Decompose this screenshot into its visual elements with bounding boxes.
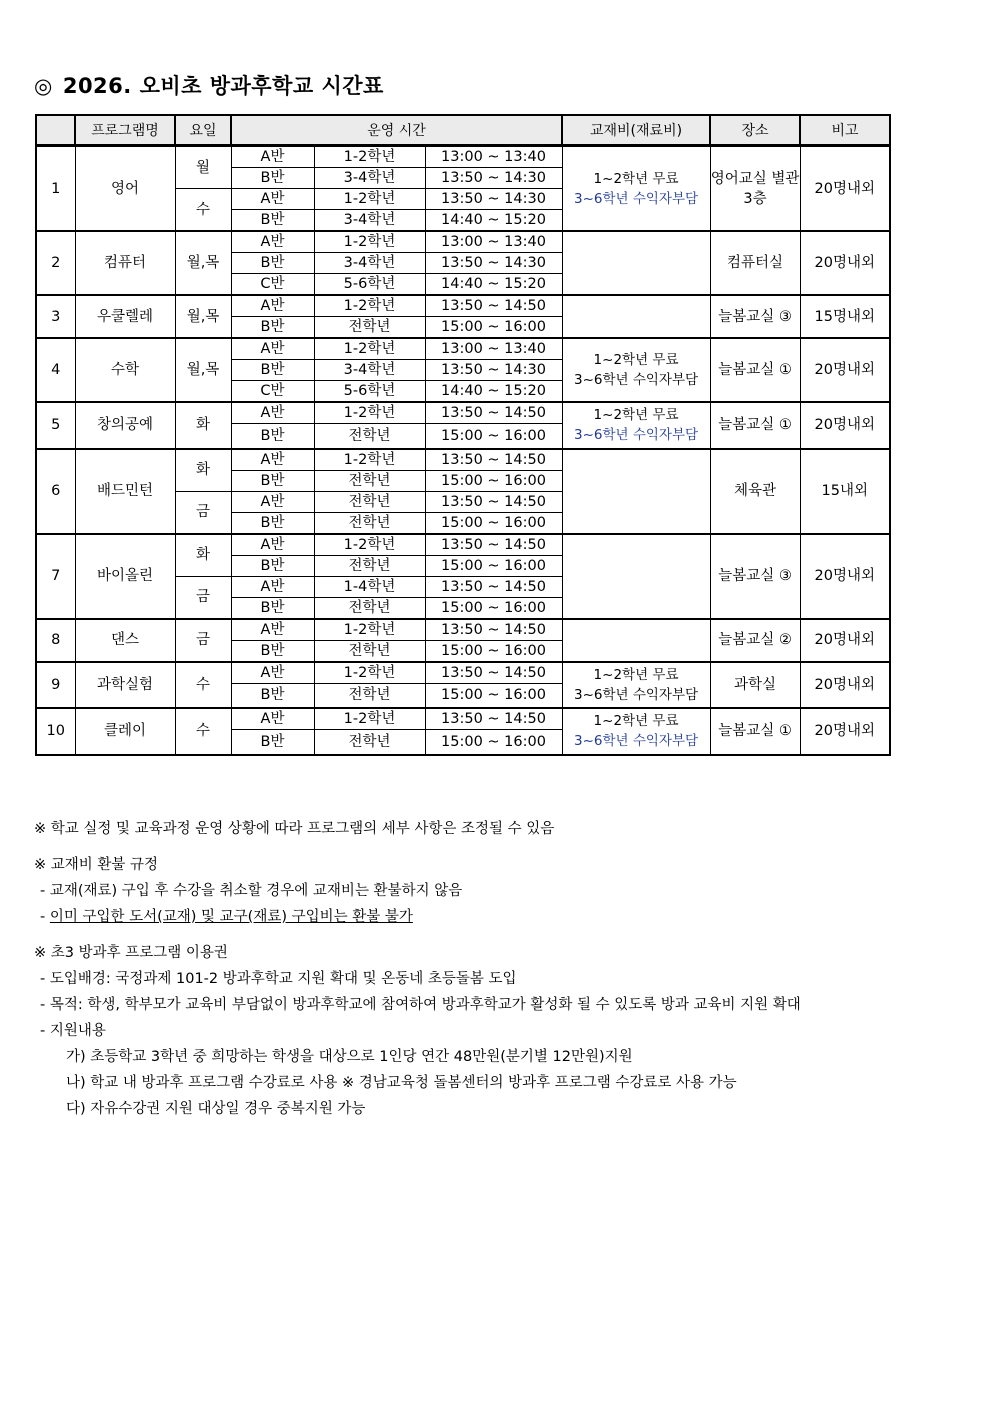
class-time: 15:00 ~ 16:00 (425, 730, 562, 755)
class-time: 13:00 ~ 13:40 (425, 146, 562, 168)
program-name: 컴퓨터 (75, 231, 175, 295)
note-voucher-title: ※ 초3 방과후 프로그램 이용권 (34, 945, 228, 961)
program-note: 20명내외 (800, 534, 890, 619)
class-time: 13:50 ~ 14:50 (425, 534, 562, 556)
cost-paid: 3~6학년 수익자부담 (573, 686, 699, 703)
program-group (36, 708, 890, 755)
class-name: B반 (231, 555, 314, 576)
header-program: 프로그램명 (75, 115, 175, 146)
table-row (36, 338, 890, 360)
program-note: 20명내외 (800, 619, 890, 662)
class-time: 13:50 ~ 14:30 (425, 360, 562, 381)
program-name: 수학 (75, 338, 175, 402)
class-name: A반 (231, 708, 314, 730)
table-row (36, 662, 890, 684)
cost-free: 1~2학년 무료 (593, 666, 679, 683)
program-cost (562, 708, 710, 755)
class-name: B반 (231, 683, 314, 708)
class-time: 13:50 ~ 14:50 (425, 449, 562, 471)
program-group (36, 662, 890, 709)
class-grade: 전학년 (314, 640, 425, 662)
table-row (36, 231, 890, 253)
class-time: 15:00 ~ 16:00 (425, 555, 562, 576)
program-name: 바이올린 (75, 534, 175, 619)
class-name: A반 (231, 231, 314, 253)
class-name: A반 (231, 662, 314, 684)
program-day: 화 (175, 534, 231, 577)
program-day: 수 (175, 662, 231, 709)
note-voucher-content: - 지원내용 (40, 1023, 106, 1039)
cost-paid: 3~6학년 수익자부담 (573, 372, 699, 388)
program-note: 20명내외 (800, 708, 890, 755)
class-time: 13:50 ~ 14:50 (425, 662, 562, 684)
class-name: C반 (231, 381, 314, 403)
title-text: 2026. 오비초 방과후학교 시간표 (62, 74, 384, 98)
class-name: B반 (231, 253, 314, 274)
program-cost (562, 146, 710, 232)
program-place: 늘봄교실 ③ (710, 295, 800, 338)
program-note: 20명내외 (800, 231, 890, 295)
program-group (36, 338, 890, 402)
program-name: 과학실험 (75, 662, 175, 709)
program-group (36, 534, 890, 619)
table-row (36, 534, 890, 556)
class-grade: 5-6학년 (314, 274, 425, 296)
program-day: 월 (175, 146, 231, 189)
class-time: 13:00 ~ 13:40 (425, 231, 562, 253)
program-number: 1 (36, 146, 75, 232)
class-time: 13:50 ~ 14:50 (425, 619, 562, 641)
program-group (36, 619, 890, 662)
program-note: 15명내외 (800, 295, 890, 338)
program-place: 과학실 (710, 662, 800, 709)
schedule-table (35, 114, 891, 756)
class-name: A반 (231, 449, 314, 471)
table-row (36, 402, 890, 424)
class-time: 13:50 ~ 14:50 (425, 491, 562, 512)
note-item-c: 다) 자유수강권 지원 대상일 경우 중복지원 가능 (66, 1101, 366, 1117)
class-grade: 전학년 (314, 730, 425, 755)
class-grade: 1-2학년 (314, 402, 425, 424)
program-number: 4 (36, 338, 75, 402)
program-place: 늘봄교실 ① (710, 708, 800, 755)
table-row (36, 295, 890, 317)
class-time: 14:40 ~ 15:20 (425, 381, 562, 403)
program-place: 늘봄교실 ③ (710, 534, 800, 619)
class-grade: 전학년 (314, 512, 425, 534)
notes-section (34, 816, 934, 1122)
class-grade: 1-2학년 (314, 295, 425, 317)
program-cost (562, 449, 710, 534)
class-name: B반 (231, 168, 314, 189)
program-cost (562, 402, 710, 449)
class-time: 15:00 ~ 16:00 (425, 640, 562, 662)
class-grade: 1-2학년 (314, 449, 425, 471)
cost-free: 1~2학년 무료 (593, 407, 679, 424)
class-grade: 1-4학년 (314, 576, 425, 597)
class-name: C반 (231, 274, 314, 296)
class-name: B반 (231, 512, 314, 534)
class-time: 13:50 ~ 14:30 (425, 253, 562, 274)
program-number: 5 (36, 402, 75, 449)
class-name: A반 (231, 619, 314, 641)
program-cost (562, 662, 710, 709)
program-cost (562, 295, 710, 338)
cost-paid: 3~6학년 수익자부담 (573, 190, 699, 207)
class-time: 13:50 ~ 14:50 (425, 295, 562, 317)
cost-free: 1~2학년 무료 (593, 713, 679, 730)
program-group (36, 146, 890, 232)
class-name: B반 (231, 360, 314, 381)
class-grade: 3-4학년 (314, 360, 425, 381)
class-time: 13:50 ~ 14:50 (425, 402, 562, 424)
note-voucher-purpose: - 목적: 학생, 학부모가 교육비 부담없이 방과후학교에 참여하여 방과후학교가 활성화 될 수 있도록 방과 교육비 지원 확대 (40, 997, 801, 1013)
class-time: 13:50 ~ 14:50 (425, 708, 562, 730)
program-day: 화 (175, 402, 231, 449)
header-day: 요일 (175, 115, 231, 146)
program-name: 클레이 (75, 708, 175, 755)
header-place: 장소 (710, 115, 800, 146)
class-time: 15:00 ~ 16:00 (425, 597, 562, 619)
class-name: B반 (231, 317, 314, 339)
table-row (36, 449, 890, 471)
class-name: B반 (231, 424, 314, 449)
program-group (36, 231, 890, 295)
program-note: 20명내외 (800, 146, 890, 232)
note-item-b: 나) 학교 내 방과후 프로그램 수강료로 사용 ※ 경남교육청 돌봄센터의 방과후 프로그램 수강료로 사용 가능 (66, 1075, 737, 1091)
class-name: A반 (231, 338, 314, 360)
program-name: 댄스 (75, 619, 175, 662)
program-cost (562, 619, 710, 662)
table-row (36, 619, 890, 641)
program-name: 배드민턴 (75, 449, 175, 534)
program-name: 우쿨렐레 (75, 295, 175, 338)
program-cost (562, 338, 710, 402)
program-day: 월,목 (175, 231, 231, 295)
class-name: A반 (231, 576, 314, 597)
class-grade: 1-2학년 (314, 534, 425, 556)
program-group (36, 295, 890, 338)
program-place: 컴퓨터실 (710, 231, 800, 295)
header-note: 비고 (800, 115, 890, 146)
class-grade: 전학년 (314, 491, 425, 512)
program-number: 6 (36, 449, 75, 534)
class-time: 13:50 ~ 14:30 (425, 189, 562, 210)
class-time: 13:50 ~ 14:50 (425, 576, 562, 597)
program-number: 8 (36, 619, 75, 662)
class-name: A반 (231, 146, 314, 168)
header-time: 운영 시간 (231, 115, 562, 146)
class-grade: 전학년 (314, 424, 425, 449)
program-day: 월,목 (175, 338, 231, 402)
header-cost: 교재비(재료비) (562, 115, 710, 146)
class-time: 15:00 ~ 16:00 (425, 512, 562, 534)
program-day: 금 (175, 491, 231, 534)
class-name: B반 (231, 210, 314, 232)
program-place: 체육관 (710, 449, 800, 534)
program-place: 늘봄교실 ② (710, 619, 800, 662)
header-corner (36, 115, 75, 146)
note-refund-title: ※ 교재비 환불 규정 (34, 857, 159, 873)
class-grade: 1-2학년 (314, 231, 425, 253)
program-name: 영어 (75, 146, 175, 232)
note-refund-2-prefix: - (40, 909, 50, 925)
class-grade: 전학년 (314, 470, 425, 491)
class-grade: 1-2학년 (314, 708, 425, 730)
program-place: 영어교실 별관3층 (710, 146, 800, 232)
class-grade: 1-2학년 (314, 338, 425, 360)
program-number: 7 (36, 534, 75, 619)
class-grade: 1-2학년 (314, 619, 425, 641)
program-name: 창의공예 (75, 402, 175, 449)
page-title (34, 70, 384, 100)
program-day: 수 (175, 708, 231, 755)
class-time: 15:00 ~ 16:00 (425, 470, 562, 491)
class-time: 14:40 ~ 15:20 (425, 210, 562, 232)
cost-paid: 3~6학년 수익자부담 (573, 733, 699, 750)
class-name: B반 (231, 597, 314, 619)
program-group (36, 449, 890, 534)
class-grade: 전학년 (314, 555, 425, 576)
class-name: B반 (231, 730, 314, 755)
program-number: 9 (36, 662, 75, 709)
program-day: 화 (175, 449, 231, 492)
table-row (36, 146, 890, 168)
class-time: 13:50 ~ 14:30 (425, 168, 562, 189)
class-grade: 5-6학년 (314, 381, 425, 403)
note-voucher-bg: - 도입배경: 국정과제 101-2 방과후학교 지원 확대 및 온동네 초등돌봄 도입 (40, 971, 517, 987)
cost-free: 1~2학년 무료 (593, 352, 679, 368)
class-grade: 3-4학년 (314, 253, 425, 274)
class-grade: 전학년 (314, 317, 425, 339)
class-grade: 1-2학년 (314, 662, 425, 684)
cost-paid: 3~6학년 수익자부담 (573, 427, 699, 444)
program-note: 15내외 (800, 449, 890, 534)
program-number: 10 (36, 708, 75, 755)
title-mark: ◎ (34, 74, 53, 98)
class-grade: 1-2학년 (314, 146, 425, 168)
class-time: 15:00 ~ 16:00 (425, 424, 562, 449)
program-day: 금 (175, 576, 231, 619)
class-time: 15:00 ~ 16:00 (425, 683, 562, 708)
class-name: A반 (231, 402, 314, 424)
program-cost (562, 534, 710, 619)
class-time: 14:40 ~ 15:20 (425, 274, 562, 296)
class-grade: 전학년 (314, 597, 425, 619)
program-note: 20명내외 (800, 338, 890, 402)
program-group (36, 402, 890, 449)
note-refund-2-text: 이미 구입한 도서(교재) 및 교구(재료) 구입비는 환불 불가 (49, 909, 413, 925)
program-day: 수 (175, 189, 231, 232)
cost-free: 1~2학년 무료 (593, 170, 679, 187)
class-time: 15:00 ~ 16:00 (425, 317, 562, 339)
program-place: 늘봄교실 ① (710, 338, 800, 402)
class-name: A반 (231, 534, 314, 556)
note-adjust: ※ 학교 실정 및 교육과정 운영 상황에 따라 프로그램의 세부 사항은 조정될 수 있음 (34, 821, 555, 837)
class-grade: 3-4학년 (314, 210, 425, 232)
program-day: 금 (175, 619, 231, 662)
class-name: A반 (231, 491, 314, 512)
program-place: 늘봄교실 ① (710, 402, 800, 449)
note-refund-1: - 교재(재료) 구입 후 수강을 취소할 경우에 교재비는 환불하지 않음 (40, 883, 463, 899)
table-row (36, 708, 890, 730)
program-day: 월,목 (175, 295, 231, 338)
program-cost (562, 231, 710, 295)
class-name: A반 (231, 189, 314, 210)
class-grade: 전학년 (314, 683, 425, 708)
class-time: 13:00 ~ 13:40 (425, 338, 562, 360)
program-number: 2 (36, 231, 75, 295)
program-number: 3 (36, 295, 75, 338)
class-name: B반 (231, 470, 314, 491)
program-note: 20명내외 (800, 402, 890, 449)
program-note: 20명내외 (800, 662, 890, 709)
class-name: A반 (231, 295, 314, 317)
class-name: B반 (231, 640, 314, 662)
note-item-a: 가) 초등학교 3학년 중 희망하는 학생을 대상으로 1인당 연간 48만원(분기별 12만원)지원 (66, 1049, 633, 1065)
class-grade: 3-4학년 (314, 168, 425, 189)
note-refund-2 (34, 904, 934, 930)
class-grade: 1-2학년 (314, 189, 425, 210)
